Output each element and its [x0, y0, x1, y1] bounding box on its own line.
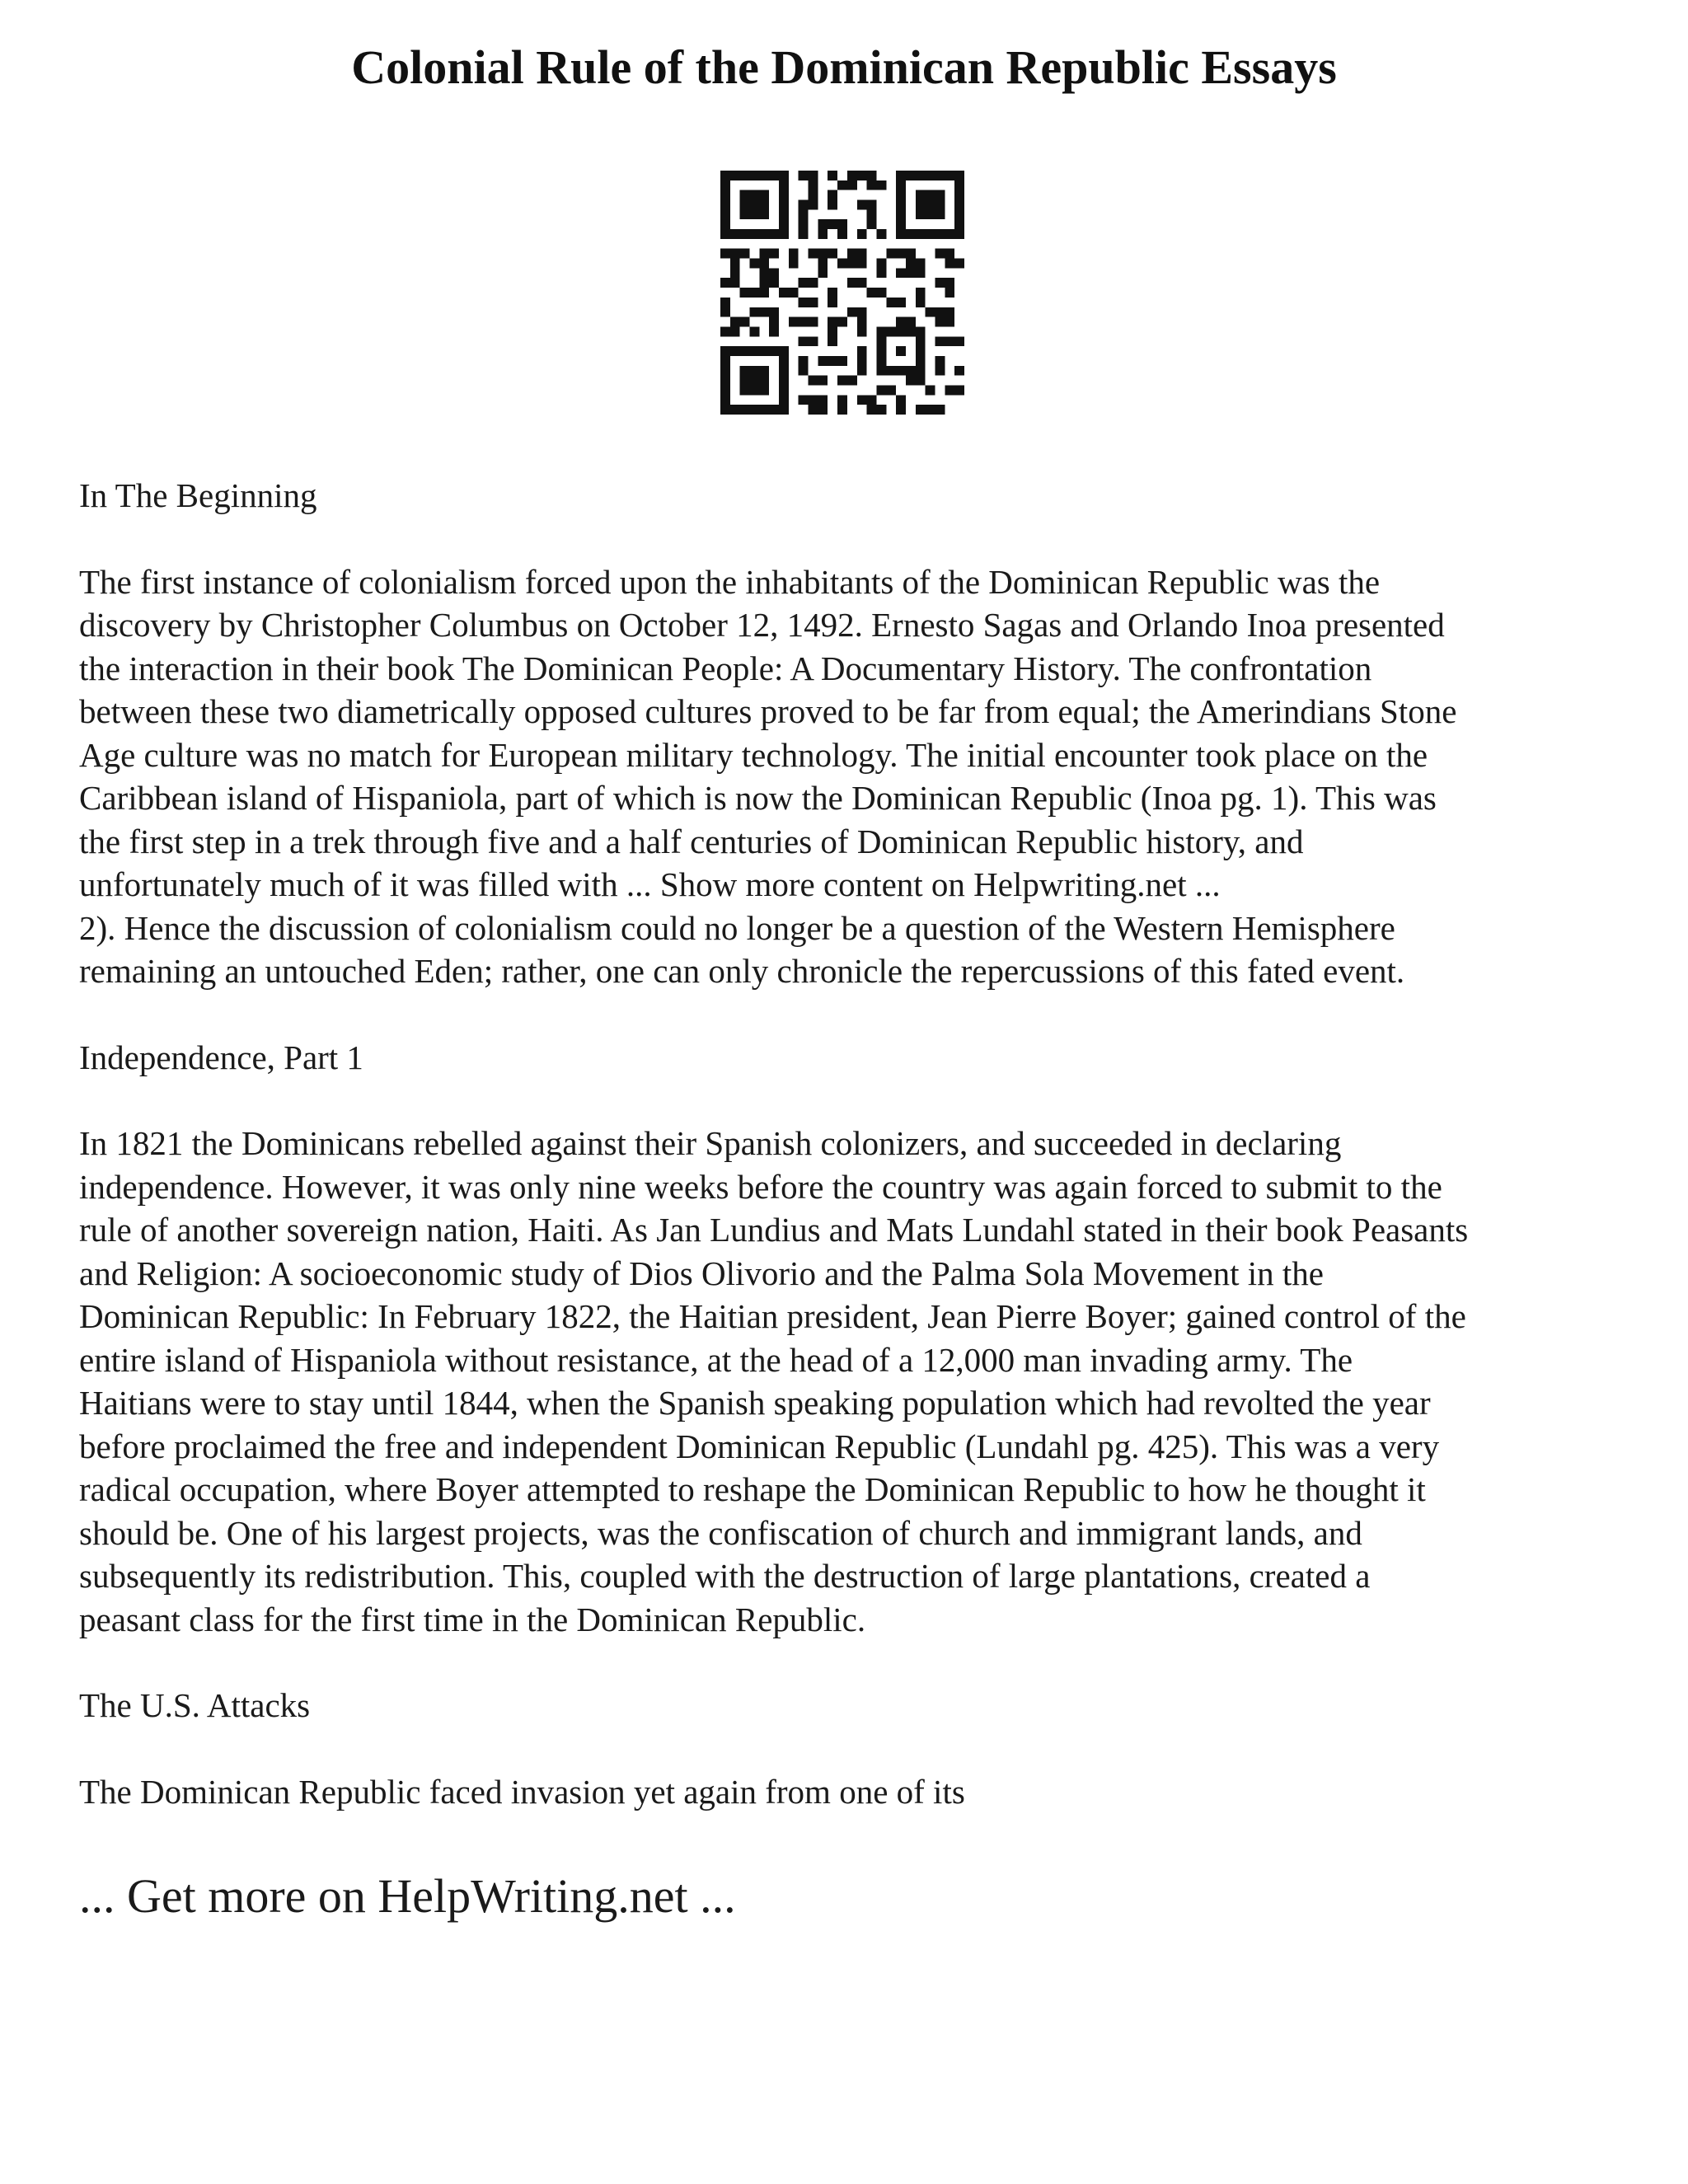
- qr-code-icon: [720, 171, 964, 415]
- section-heading-us-attacks: The U.S. Attacks: [79, 1686, 311, 1724]
- section-body-beginning: The first instance of colonialism forced upon the inhabitants of the Dominican Republic was the discovery by Christopher Columbus on October 12, 1492. Ernesto Sagas and Orlando Inoa presented the interaction in their book The Dominican People: A Documentary History. The confrontation between these two diametrically opposed cultures proved to be far from equal; the Amerindians Stone Age culture was no match for European military technology. The initial encounter took place on the Caribbean island of Hispaniola, part of which is now the Dominican Republic (Inoa pg. 1). This was the first step in a trek through five and a half centuries of Dominican Republic history, and unfortunately much of it was filled with ... Show more content on Helpwriting.net ... 2). Hence the discussion of colonialism could no longer be a question of the Western Hemisphere remaining an untouched Eden; rather, one can only chronicle the repercussions of this fated event.: [79, 562, 1457, 990]
- qr-code-image: [720, 171, 964, 415]
- section-heading-independence: Independence, Part 1: [79, 1038, 363, 1076]
- section-body-us-attacks: The Dominican Republic faced invasion yet again from one of its: [79, 1772, 965, 1811]
- get-more-link[interactable]: ... Get more on HelpWriting.net ...: [79, 1869, 736, 1923]
- section-heading-beginning: In The Beginning: [79, 476, 317, 514]
- essay-content: [79, 474, 1629, 1856]
- page-title: Colonial Rule of the Dominican Republic Essays: [351, 40, 1337, 94]
- section-body-independence: In 1821 the Dominicans rebelled against their Spanish colonizers, and succeeded in declaring independence. However, it was only nine weeks before the country was again forced to submit to the rule of another sovereign nation, Haiti. As Jan Lundius and Mats Lundahl stated in their book Peasants and Religion: A socioeconomic study of Dios Olivorio and the Palma Sola Movement in the Dominican Republic: In February 1822, the Haitian president, Jean Pierre Boyer; gained control of the entire island of Hispaniola without resistance, at the head of a 12,000 man invading army. The Haitians were to stay until 1844, when the Spanish speaking population which had revolted the year before proclaimed the free and independent Dominican Republic (Lundahl pg. 425). This was a very radical occupation, where Boyer attempted to reshape the Dominican Republic to how he thought it should be. One of his largest projects, was the confiscation of church and immigrant lands, and subsequently its redistribution. This, coupled with the destruction of large plantations, created a peasant class for the first time in the Dominican Republic.: [79, 1124, 1469, 1638]
